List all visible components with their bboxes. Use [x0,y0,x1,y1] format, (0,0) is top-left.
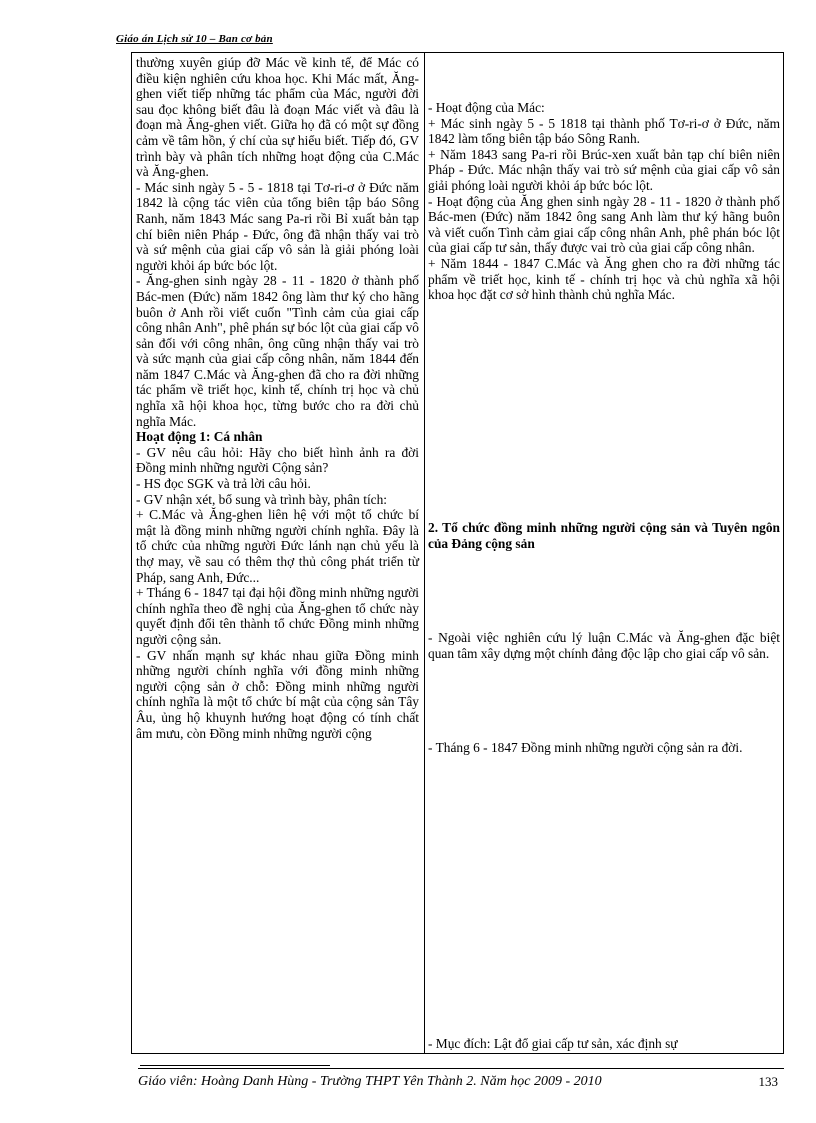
activity-heading: Hoạt động 1: Cá nhân [136,429,263,445]
page-number: 133 [758,1074,778,1089]
footer-text: Giáo viên: Hoàng Danh Hùng - Trường THPT Yên Thành 2. Năm học 2009 - 2010 [138,1074,602,1089]
left-paragraph-7: + C.Mác và Ăng-ghen liên hệ với một tổ chức bí mật là đồng minh những người chính nghĩa. Đây là tổ chức của những người Đức lánh nạn chủ yếu là thợ may, về sau có thêm thợ thủ công phát triển từ Pháp, sang Anh, Đức... [136,507,419,585]
page-footer [138,1074,784,1090]
right-block-purpose: - Mục đích: Lật đổ giai cấp tư sản, xác định sự [428,1036,678,1051]
left-paragraph-9: - GV nhấn mạnh sự khác nhau giữa Đồng minh những người chính nghĩa với đồng minh những người cộng sản ở chỗ: Đồng minh những người chính nghĩa là một tổ chức bí mật của cộng sản Tây Âu, ủng hộ khuynh hướng hoạt động có tính chất âm mưu, còn Đồng minh những người cộng [136,647,419,741]
right-block-league-founded: - Tháng 6 - 1847 Đồng minh những người cộng sản ra đời. [428,740,743,755]
right-line-2: + Mác sinh ngày 5 - 5 1818 tại thành phố Tơ-ri-ơ ở Đức, năm 1842 làm tổng biên tập báo Sông Ranh. [428,115,780,147]
left-column [136,55,419,741]
left-paragraph-8: + Tháng 6 - 1847 tại đại hội đồng minh những người chính nghĩa theo đề nghị của Ăng-ghen tổ chức này quyết định đổi tên thành tổ chức Đồng minh những người cộng sản. [136,585,419,647]
right-line-3: + Năm 1843 sang Pa-ri rồi Brúc-xen xuất bản tạp chí biên niên Pháp - Đức. Mác nhận thấy vai trò sứ mệnh của giai cấp vô sản giải phóng loài người khỏi áp bức bóc lột. [428,146,780,193]
page-header-title: Giáo án Lịch sử 10 – Ban cơ bản [116,33,273,45]
left-paragraph-5: - HS đọc SGK và trả lời câu hỏi. [136,476,311,492]
left-paragraph-2: - Mác sinh ngày 5 - 5 - 1818 tại Tơ-ri-ơ ở Đức năm 1842 là cộng tác viên của tổng biên tập báo Sông Ranh, năm 1843 Mác sang Pa-ri rồi Bỉ xuất bản tạp chí biên niên Pháp - Đức, ông đã nhận thấy vai trò và sứ mệnh của giai cấp vô sản là giải phóng loài người khỏi áp bức bóc lột. [136,179,419,273]
right-block-independent-party: - Ngoài việc nghiên cứu lý luận C.Mác và Ăng-ghen đặc biệt quan tâm xây dựng một chính đảng độc lập cho giai cấp vô sản. [428,630,780,661]
footnote-separator [140,1065,330,1066]
section-heading: 2. Tổ chức đồng minh những người cộng sản và Tuyên ngôn của Đảng cộng sản [428,520,780,551]
right-line-5: + Năm 1844 - 1847 C.Mác và Ăng ghen cho ra đời những tác phẩm về triết học, kinh tế - chính trị học và chủ nghĩa xã hội khoa học đặt cơ sở hình thành chủ nghĩa Mác. [428,255,780,303]
left-paragraph-1: thường xuyên giúp đỡ Mác về kinh tế, để Mác có điều kiện nghiên cứu khoa học. Khi Mác mất, Ăng-ghen viết tiếp những tác phẩm của Mác, người đời sau đọc không biết đâu là đoạn Mác viết và đâu là đoạn mà Ăng-ghen viết. Giữa họ đã có một sự đồng cảm về tâm hồn, ý chí của sự hiểu biết. Tiếp đó, GV trình bày và phân tích những hoạt động của C.Mác và Ăng-ghen. [136,55,419,180]
footer-rule [138,1068,784,1069]
right-line-1: - Hoạt động của Mác: [428,100,545,115]
right-block-marx-engels [428,100,780,303]
left-paragraph-6: - GV nhận xét, bổ sung và trình bày, phân tích: [136,491,388,507]
left-paragraph-3: - Ăng-ghen sinh ngày 28 - 11 - 1820 ở thành phố Bác-men (Đức) năm 1842 ông làm thư ký cho hãng buôn ở Anh rồi viết cuốn "Tình cảm của giai cấp công nhân Anh", phê phán sự bóc lột của giai cấp vô sản đối với công nhân, ông cũng nhận thấy vai trò và sức mạnh của giai cấp công nhân, năm 1844 đến năm 1847 C.Mác và Ăng-ghen đã cho ra đời những tác phẩm về triết học, kinh tế, chính trị học và chủ nghĩa xã hội khoa học, từng bước cho ra đời chủ nghĩa Mác. [136,273,419,429]
right-line-4: - Hoạt động của Ăng ghen sinh ngày 28 - 11 - 1820 ở thành phố Bác-men (Đức) năm 1842 ông sang Anh làm thư ký hãng buôn và viết cuốn Tình cảm giai cấp công nhân Anh, phê phán bóc lột của giai cấp tư sản, thấy được vai trò của giai cấp công nhân. [428,193,780,256]
column-divider [424,52,425,1054]
left-paragraph-4: - GV nêu câu hỏi: Hãy cho biết hình ảnh ra đời Đồng minh những người Cộng sản? [136,444,419,476]
